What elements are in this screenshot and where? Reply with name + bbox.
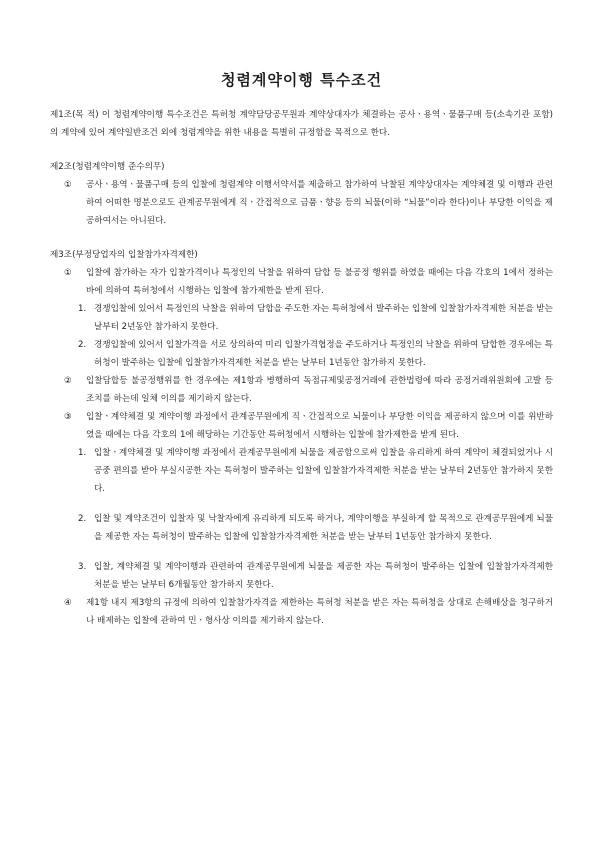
sub-marker: 1. — [78, 304, 87, 314]
item-text: 입찰ㆍ계약체결 및 계약이행 과정에서 관계공무원에게 직ㆍ간접적으로 뇌물이나 부당한 이익을 제공하지 않으며 이를 위반하였을 때에는 다음 각호의 1에 해당하는 기간동안 특허청에서 시행하는 입찰에 참가제한을 받게 된다. — [86, 412, 553, 440]
item-marker: ② — [64, 376, 72, 386]
document-title: 청렴계약이행 특수조건 — [220, 71, 383, 89]
article-1: 제1조(목 적) 이 청렴계약이행 특수조건은 특허청 계약담당공무원과 계약상대자가 체결하는 공사ㆍ용역ㆍ물품구매 등(소속기관 포함)의 계약에 있어 계약일반조건 외에 청렴계약을 위한 내용을 특별히 규정함을 목적으로 한다. — [50, 110, 553, 138]
sub-text: 경쟁입찰에 있어서 특정인의 낙찰을 위하여 담합을 주도한 자는 특허청에서 발주하는 입찰에 입찰참가자격제한 처분을 받는 날부터 2년동안 참가하지 못한다. — [94, 304, 553, 332]
sub-text: 입찰, 계약체결 및 계약이행과 관련하여 관계공무원에게 뇌물을 제공한 자는 특허청이 발주하는 입찰에 입찰참가자격제한 처분을 받는 날부터 6개월동안 참가하지 못한다. — [94, 562, 553, 590]
article-3-item-1-sub-2 — [50, 336, 553, 372]
item-text: 제1항 내지 제3항의 규정에 의하여 입찰참가자격을 제한하는 특허청 처분을 받은 자는 특허청을 상대로 손해배상을 청구하거나 배제하는 입찰에 관하여 민ㆍ형사상 이의를 제기하지 않는다. — [86, 598, 553, 626]
article-3-item-4 — [50, 594, 553, 630]
item-text: 입찰에 참가하는 자가 입찰가격이나 특정인의 낙찰을 위하여 담합 등 불공정 행위를 하였을 때에는 다음 각호의 1에서 정하는 바에 의하여 특허청에서 시행하는 입찰에 참가제한을 받게 된다. — [86, 268, 553, 296]
item-marker: ① — [64, 180, 72, 190]
article-2-item-1 — [50, 176, 553, 230]
sub-marker: 3. — [78, 562, 87, 572]
item-marker: ③ — [64, 412, 72, 422]
article-3-item-2 — [50, 372, 553, 408]
article-3-item-1-sub-1 — [50, 300, 553, 336]
sub-text: 경쟁입찰에 있어서 입찰가격을 서로 상의하여 미리 입찰가격협정을 주도하거나 특정인의 낙찰을 위하여 담합한 경우에는 특허청이 발주하는 입찰에 입찰참가자격제한 처분을 받는 날부터 1년동안 참가하지 못한다. — [94, 340, 553, 368]
article-2-heading: 제2조(청렴계약이행 준수의무) — [50, 162, 165, 172]
item-marker: ① — [64, 268, 72, 278]
sub-marker: 2. — [78, 514, 87, 524]
item-marker: ④ — [64, 598, 72, 608]
article-3-item-3-sub-2 — [50, 510, 553, 546]
item-text: 입찰담합등 불공정행위를 한 경우에는 제1항과 병행하여 독점규제및공정거래에 관한법령에 따라 공정거래위원회에 고발 등 조치를 하는데 일체 이의를 제기하지 않는다. — [86, 376, 553, 404]
sub-text: 입찰 및 계약조건이 입찰자 및 낙찰자에게 유리하게 되도록 하거나, 계약이행을 부실하게 할 목적으로 관계공무원에게 뇌물을 제공한 자는 특허청이 발주하는 입찰에 입찰참가자격제한 처분을 받는 날부터 1년동안 참가하지 못한다. — [94, 514, 553, 542]
article-3-item-3-sub-3 — [50, 558, 553, 594]
item-text: 공사ㆍ용역ㆍ물품구매 등의 입찰에 청렴계약 이행서약서를 제출하고 참가하여 낙찰된 계약상대자는 계약체결 및 이행과 관련하여 어떠한 명분으로도 관계공무원에게 직ㆍ간접적으로 금품ㆍ향응 등의 뇌물(이하 “뇌물”이라 한다)이나 부당한 이익을 제공하여서는 아니된다. — [86, 180, 553, 226]
article-3-item-1 — [50, 264, 553, 300]
article-3-item-3-sub-1 — [50, 444, 553, 498]
article-3-item-3 — [50, 408, 553, 444]
sub-marker: 1. — [78, 448, 87, 458]
article-3-heading: 제3조(부정당업자의 입찰참가자격제한) — [50, 250, 198, 260]
sub-text: 입찰ㆍ계약체결 및 계약이행 과정에서 관계공무원에게 뇌물을 제공함으로써 입찰을 유리하게 하여 계약이 체결되었거나 시공중 편의를 받아 부실시공한 자는 특허청이 발주하는 입찰에 입찰참가자격제한 처분을 받는 날부터 2년동안 참가하지 못한다. — [94, 448, 553, 494]
sub-marker: 2. — [78, 340, 87, 350]
